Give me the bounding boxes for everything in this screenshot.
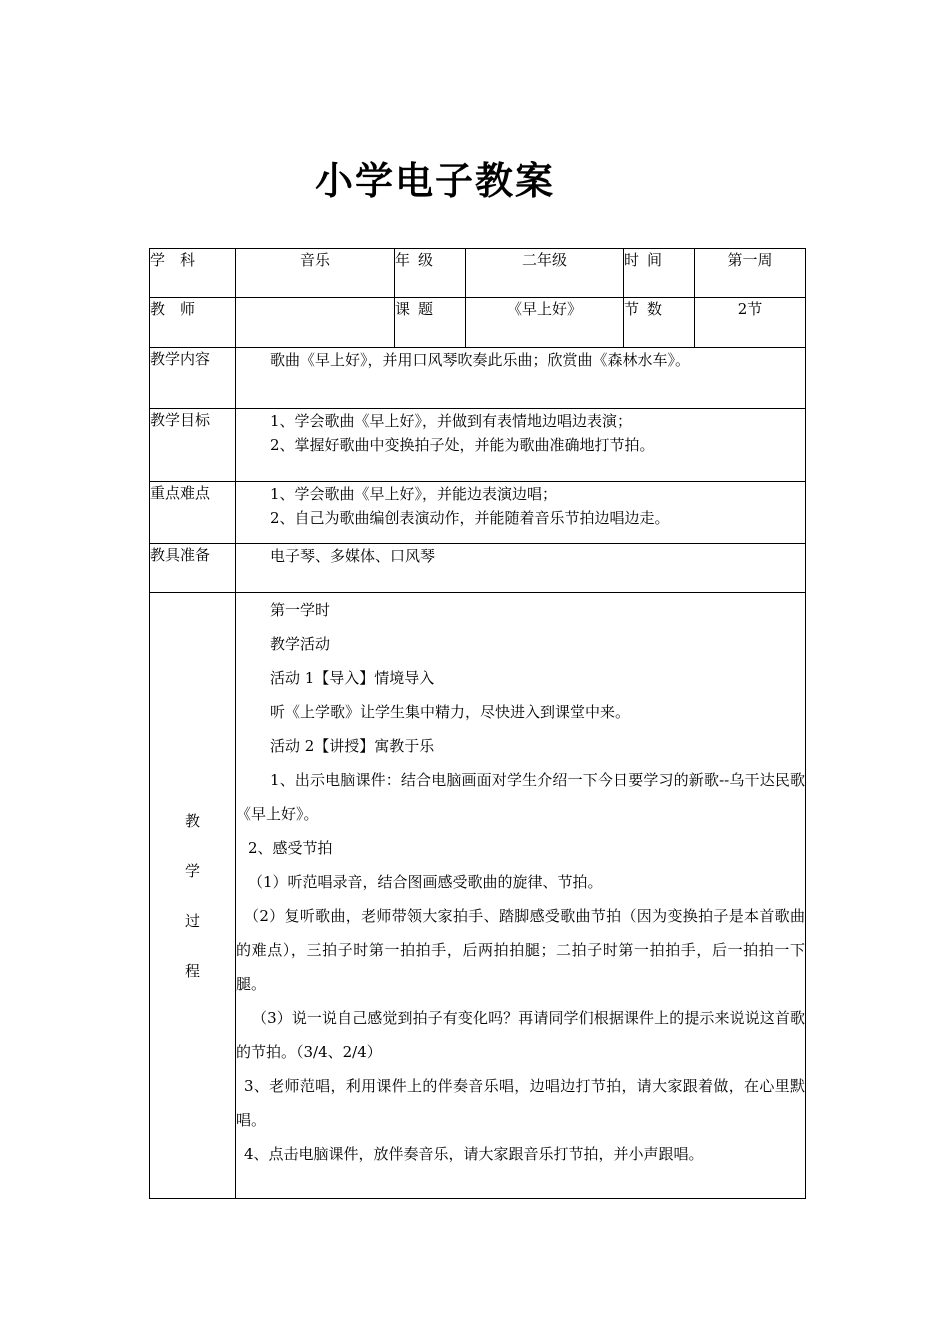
tools-label: 教具准备 [150,544,236,593]
process-paragraph: 4、点击电脑课件，放伴奏音乐，请大家跟音乐打节拍，并小声跟唱。 [244,1145,704,1163]
process-content [236,593,806,1199]
time-label: 时间 [624,249,695,298]
process-paragraph: （2）复听歌曲，老师带领大家拍手、踏脚感受歌曲节拍（因为变换拍子是本首歌曲的难点），三拍子时第一拍拍手，后两拍拍腿；二拍子时第一拍拍手，后一拍拍一下腿。 [236,907,805,993]
key-point-item: 2、自己为歌曲编创表演动作，并能随着音乐节拍边唱边走。 [270,509,670,527]
objective-item: 1、学会歌曲《早上好》，并做到有表情地边唱边表演； [270,412,633,430]
process-paragraph: 第一学时 [270,601,331,619]
process-paragraph: （3）说一说自己感觉到拍子有变化吗？再请同学们根据课件上的提示来说说这首歌的节拍。（3/4、2/4） [236,1009,805,1061]
tools-row [150,544,806,593]
process-label-char: 程 [184,961,200,980]
header-row-1 [150,249,806,298]
objective-item: 2、掌握好歌曲中变换拍子处，并能为歌曲准确地打节拍。 [270,436,655,454]
process-paragraph: 活动 2【讲授】寓教于乐 [270,737,435,755]
grade-value: 二年级 [466,249,624,298]
objectives-label: 教学目标 [150,409,236,482]
lesson-plan-table [149,248,806,1199]
content-row [150,348,806,409]
periods-value: 2节 [695,298,806,348]
process-row [150,593,806,1199]
process-label [150,593,236,1199]
subject-value: 音乐 [236,249,395,298]
process-paragraph: 教学活动 [270,635,331,653]
process-label-char: 教 [184,811,200,830]
content-label: 教学内容 [150,348,236,409]
header-row-2 [150,298,806,348]
process-paragraph: 3、老师范唱，利用课件上的伴奏音乐唱，边唱边打节拍，请大家跟着做，在心里默唱。 [236,1077,805,1129]
key-points-row [150,482,806,544]
process-paragraph: 活动 1【导入】情境导入 [270,669,435,687]
content-text: 歌曲《早上好》，并用口风琴吹奏此乐曲；欣赏曲《森林水车》。 [236,348,806,409]
key-points-list [236,482,806,544]
process-label-char: 学 [184,861,200,880]
process-paragraph: （1）听范唱录音，结合图画感受歌曲的旋律、节拍。 [248,873,603,891]
topic-label: 课题 [395,298,466,348]
topic-value: 《早上好》 [466,298,624,348]
teacher-label: 教师 [150,298,236,348]
key-points-label: 重点难点 [150,482,236,544]
periods-label: 节数 [624,298,695,348]
key-point-item: 1、学会歌曲《早上好》，并能边表演边唱； [270,485,558,503]
process-paragraph: 2、感受节拍 [248,839,333,857]
objectives-row [150,409,806,482]
process-paragraph: 1、出示电脑课件：结合电脑画面对学生介绍一下今日要学习的新歌--乌干达民歌《早上好》。 [236,771,805,823]
tools-text: 电子琴、多媒体、口风琴 [236,544,806,593]
time-value: 第一周 [695,249,806,298]
subject-label: 学科 [150,249,236,298]
objectives-list [236,409,806,482]
teacher-value [236,298,395,348]
grade-label: 年级 [395,249,466,298]
process-label-char: 过 [184,911,200,930]
process-paragraph: 听《上学歌》让学生集中精力，尽快进入到课堂中来。 [270,703,631,721]
page-title: 小学电子教案 [314,159,555,203]
